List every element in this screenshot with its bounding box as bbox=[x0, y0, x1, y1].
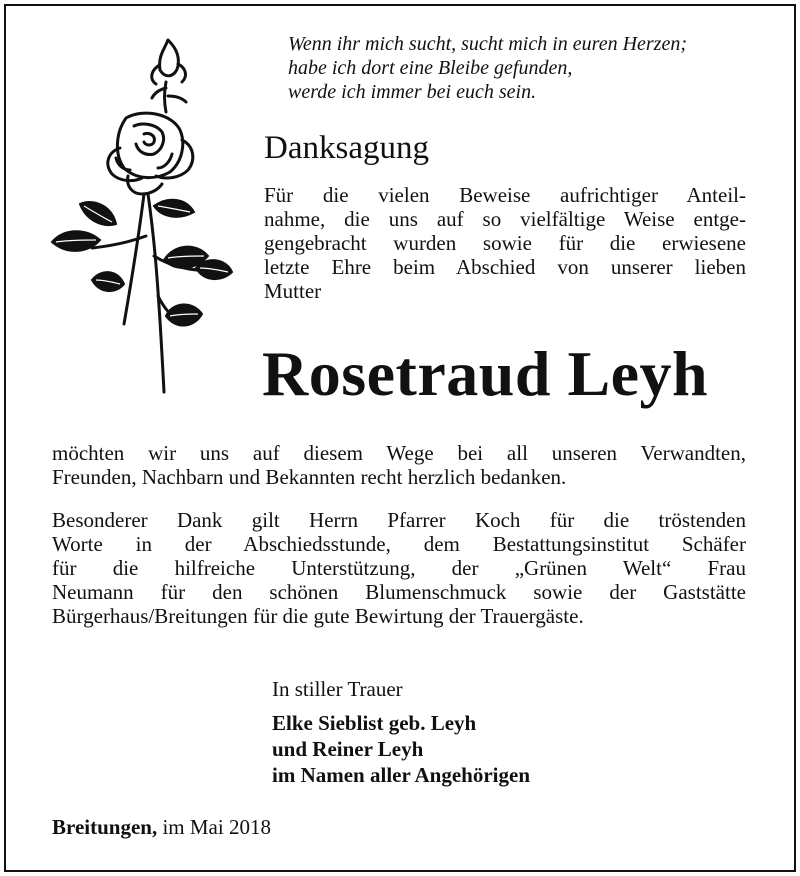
paragraph-line: Neumann für den schönen Blumenschmuck sowie der Gaststätte bbox=[52, 580, 746, 604]
mourning-line: In stiller Trauer bbox=[272, 677, 403, 701]
place-date bbox=[52, 814, 271, 840]
paragraph-line: Worte in der Abschiedsstunde, dem Bestattungsinstitut Schäfer bbox=[52, 532, 746, 556]
intro-line: gengebracht wurden sowie für die erwiesene bbox=[264, 231, 746, 255]
date: im Mai 2018 bbox=[162, 815, 271, 839]
paragraph-line: Bürgerhaus/Breitungen für die gute Bewirtung der Trauergäste. bbox=[52, 604, 584, 628]
place: Breitungen, bbox=[52, 815, 158, 839]
poem-line: habe ich dort eine Bleibe gefunden, bbox=[288, 57, 573, 79]
paragraph-line: möchten wir uns auf diesem Wege bei all unseren Verwandten, bbox=[52, 441, 746, 465]
intro-line: letzte Ehre beim Abschied von unserer lieben bbox=[264, 255, 746, 279]
paragraph-line: Freunden, Nachbarn und Bekannten recht herzlich bedanken. bbox=[52, 465, 567, 489]
poem bbox=[288, 32, 758, 104]
rose-icon bbox=[46, 36, 236, 396]
signer-line: und Reiner Leyh bbox=[272, 737, 424, 761]
paragraph-line: für die hilfreiche Unterstützung, der „Grünen Welt“ Frau bbox=[52, 556, 746, 580]
intro-text bbox=[264, 183, 746, 303]
poem-line: Wenn ihr mich sucht, sucht mich in euren Herzen; bbox=[288, 33, 688, 55]
intro-line: nahme, die uns auf so vielfältige Weise entge- bbox=[264, 207, 746, 231]
signers bbox=[272, 710, 530, 788]
paragraph-line: Besonderer Dank gilt Herrn Pfarrer Koch für die tröstenden bbox=[52, 508, 746, 532]
intro-line: Mutter bbox=[264, 279, 322, 303]
page-title: Danksagung bbox=[264, 130, 429, 166]
special-thanks-paragraph bbox=[52, 508, 746, 628]
intro-line: Für die vielen Beweise aufrichtiger Anteil- bbox=[264, 183, 746, 207]
signer-line: im Namen aller Angehörigen bbox=[272, 763, 531, 787]
signer-line: Elke Sieblist geb. Leyh bbox=[272, 711, 477, 735]
deceased-name: Rosetraud Leyh bbox=[262, 338, 709, 409]
poem-line: werde ich immer bei euch sein. bbox=[288, 81, 537, 103]
thanks-paragraph bbox=[52, 441, 746, 489]
